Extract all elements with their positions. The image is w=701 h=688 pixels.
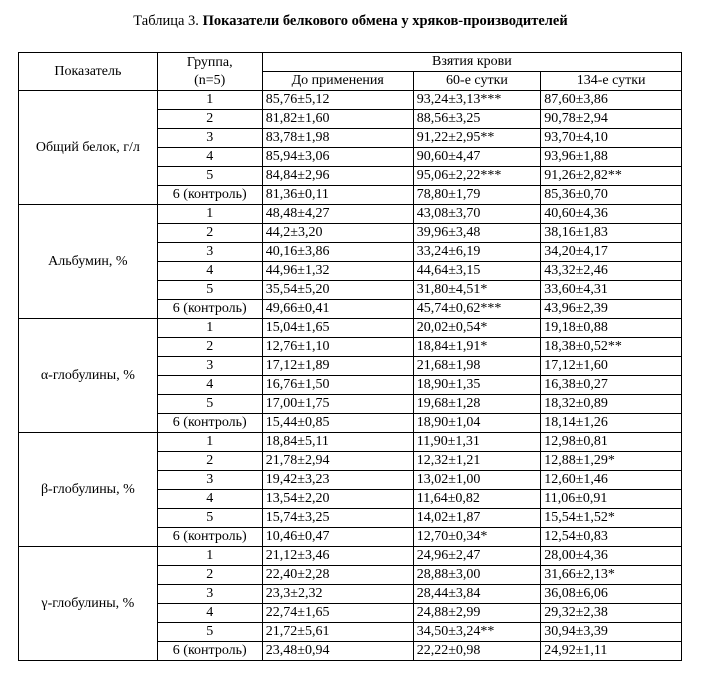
value-cell: 83,78±1,98 (262, 129, 413, 148)
value-cell: 36,08±6,06 (541, 585, 682, 604)
value-cell: 43,96±2,39 (541, 300, 682, 319)
group-cell: 4 (157, 262, 262, 281)
group-cell: 6 (контроль) (157, 414, 262, 433)
value-cell: 21,12±3,46 (262, 547, 413, 566)
group-cell: 6 (контроль) (157, 528, 262, 547)
value-cell: 16,38±0,27 (541, 376, 682, 395)
value-cell: 15,74±3,25 (262, 509, 413, 528)
value-cell: 14,02±1,87 (413, 509, 541, 528)
value-cell: 18,14±1,26 (541, 414, 682, 433)
value-cell: 11,64±0,82 (413, 490, 541, 509)
value-cell: 90,78±2,94 (541, 110, 682, 129)
table-row (19, 91, 682, 110)
table-row (19, 433, 682, 452)
value-cell: 45,74±0,62*** (413, 300, 541, 319)
group-cell: 1 (157, 547, 262, 566)
value-cell: 17,12±1,60 (541, 357, 682, 376)
group-cell: 4 (157, 148, 262, 167)
group-cell: 2 (157, 452, 262, 471)
value-cell: 87,60±3,86 (541, 91, 682, 110)
value-cell: 18,84±5,11 (262, 433, 413, 452)
group-cell: 1 (157, 433, 262, 452)
value-cell: 12,60±1,46 (541, 471, 682, 490)
value-cell: 40,16±3,86 (262, 243, 413, 262)
value-cell: 19,42±3,23 (262, 471, 413, 490)
value-cell: 78,80±1,79 (413, 186, 541, 205)
value-cell: 19,18±0,88 (541, 319, 682, 338)
value-cell: 91,22±2,95** (413, 129, 541, 148)
value-cell: 33,24±6,19 (413, 243, 541, 262)
value-cell: 93,96±1,88 (541, 148, 682, 167)
value-cell: 44,64±3,15 (413, 262, 541, 281)
group-cell: 1 (157, 91, 262, 110)
value-cell: 12,98±0,81 (541, 433, 682, 452)
value-cell: 17,00±1,75 (262, 395, 413, 414)
value-cell: 24,96±2,47 (413, 547, 541, 566)
value-cell: 35,54±5,20 (262, 281, 413, 300)
value-cell: 19,68±1,28 (413, 395, 541, 414)
value-cell: 21,68±1,98 (413, 357, 541, 376)
table-caption (0, 11, 701, 31)
value-cell: 85,94±3,06 (262, 148, 413, 167)
value-cell: 10,46±0,47 (262, 528, 413, 547)
value-cell: 11,06±0,91 (541, 490, 682, 509)
protein-metabolism-table (18, 52, 682, 661)
header-indicator: Показатель (19, 53, 158, 91)
value-cell: 15,54±1,52* (541, 509, 682, 528)
value-cell: 31,66±2,13* (541, 566, 682, 585)
value-cell: 29,32±2,38 (541, 604, 682, 623)
value-cell: 49,66±0,41 (262, 300, 413, 319)
value-cell: 15,44±0,85 (262, 414, 413, 433)
value-cell: 85,36±0,70 (541, 186, 682, 205)
table-body (19, 91, 682, 661)
value-cell: 91,26±2,82** (541, 167, 682, 186)
value-cell: 30,94±3,39 (541, 623, 682, 642)
group-cell: 3 (157, 585, 262, 604)
value-cell: 18,38±0,52** (541, 338, 682, 357)
header-day-134: 134-е сутки (541, 72, 682, 91)
caption-prefix: Таблица 3. (133, 13, 199, 29)
indicator-name: Общий белок, г/л (19, 91, 158, 205)
header-before-use: До применения (262, 72, 413, 91)
value-cell: 33,60±4,31 (541, 281, 682, 300)
value-cell: 40,60±4,36 (541, 205, 682, 224)
value-cell: 16,76±1,50 (262, 376, 413, 395)
value-cell: 11,90±1,31 (413, 433, 541, 452)
value-cell: 15,04±1,65 (262, 319, 413, 338)
header-day-60: 60-е сутки (413, 72, 541, 91)
value-cell: 28,44±3,84 (413, 585, 541, 604)
value-cell: 38,16±1,83 (541, 224, 682, 243)
value-cell: 22,74±1,65 (262, 604, 413, 623)
value-cell: 24,92±1,11 (541, 642, 682, 661)
value-cell: 88,56±3,25 (413, 110, 541, 129)
value-cell: 22,22±0,98 (413, 642, 541, 661)
value-cell: 20,02±0,54* (413, 319, 541, 338)
header-group: Группа, (n=5) (157, 53, 262, 91)
value-cell: 21,72±5,61 (262, 623, 413, 642)
value-cell: 12,76±1,10 (262, 338, 413, 357)
indicator-name: α-глобулины, % (19, 319, 158, 433)
group-cell: 4 (157, 604, 262, 623)
group-cell: 3 (157, 357, 262, 376)
table-row (19, 205, 682, 224)
group-cell: 5 (157, 509, 262, 528)
value-cell: 84,84±2,96 (262, 167, 413, 186)
group-cell: 5 (157, 167, 262, 186)
value-cell: 93,24±3,13*** (413, 91, 541, 110)
group-cell: 3 (157, 471, 262, 490)
value-cell: 44,2±3,20 (262, 224, 413, 243)
table-row (19, 547, 682, 566)
table-row (19, 319, 682, 338)
value-cell: 23,48±0,94 (262, 642, 413, 661)
value-cell: 12,88±1,29* (541, 452, 682, 471)
group-cell: 6 (контроль) (157, 186, 262, 205)
value-cell: 43,32±2,46 (541, 262, 682, 281)
group-cell: 5 (157, 281, 262, 300)
value-cell: 17,12±1,89 (262, 357, 413, 376)
group-cell: 6 (контроль) (157, 300, 262, 319)
group-cell: 1 (157, 319, 262, 338)
group-cell: 1 (157, 205, 262, 224)
value-cell: 95,06±2,22*** (413, 167, 541, 186)
value-cell: 81,36±0,11 (262, 186, 413, 205)
group-cell: 2 (157, 338, 262, 357)
group-cell: 4 (157, 490, 262, 509)
value-cell: 23,3±2,32 (262, 585, 413, 604)
group-cell: 5 (157, 395, 262, 414)
header-blood-sampling: Взятия крови (262, 53, 681, 72)
value-cell: 34,20±4,17 (541, 243, 682, 262)
group-cell: 2 (157, 224, 262, 243)
value-cell: 13,02±1,00 (413, 471, 541, 490)
value-cell: 85,76±5,12 (262, 91, 413, 110)
group-cell: 3 (157, 243, 262, 262)
value-cell: 81,82±1,60 (262, 110, 413, 129)
value-cell: 28,88±3,00 (413, 566, 541, 585)
value-cell: 31,80±4,51* (413, 281, 541, 300)
value-cell: 12,32±1,21 (413, 452, 541, 471)
value-cell: 90,60±4,47 (413, 148, 541, 167)
indicator-name: Альбумин, % (19, 205, 158, 319)
group-cell: 2 (157, 566, 262, 585)
value-cell: 13,54±2,20 (262, 490, 413, 509)
value-cell: 44,96±1,32 (262, 262, 413, 281)
value-cell: 93,70±4,10 (541, 129, 682, 148)
indicator-name: γ-глобулины, % (19, 547, 158, 661)
value-cell: 18,90±1,35 (413, 376, 541, 395)
group-cell: 2 (157, 110, 262, 129)
value-cell: 34,50±3,24** (413, 623, 541, 642)
indicator-name: β-глобулины, % (19, 433, 158, 547)
value-cell: 43,08±3,70 (413, 205, 541, 224)
value-cell: 22,40±2,28 (262, 566, 413, 585)
value-cell: 18,32±0,89 (541, 395, 682, 414)
group-cell: 3 (157, 129, 262, 148)
value-cell: 12,54±0,83 (541, 528, 682, 547)
value-cell: 28,00±4,36 (541, 547, 682, 566)
group-cell: 6 (контроль) (157, 642, 262, 661)
value-cell: 18,84±1,91* (413, 338, 541, 357)
value-cell: 24,88±2,99 (413, 604, 541, 623)
group-cell: 4 (157, 376, 262, 395)
value-cell: 12,70±0,34* (413, 528, 541, 547)
value-cell: 21,78±2,94 (262, 452, 413, 471)
value-cell: 39,96±3,48 (413, 224, 541, 243)
value-cell: 18,90±1,04 (413, 414, 541, 433)
value-cell: 48,48±4,27 (262, 205, 413, 224)
caption-title: Показатели белкового обмена у хряков-производителей (202, 13, 568, 29)
group-cell: 5 (157, 623, 262, 642)
